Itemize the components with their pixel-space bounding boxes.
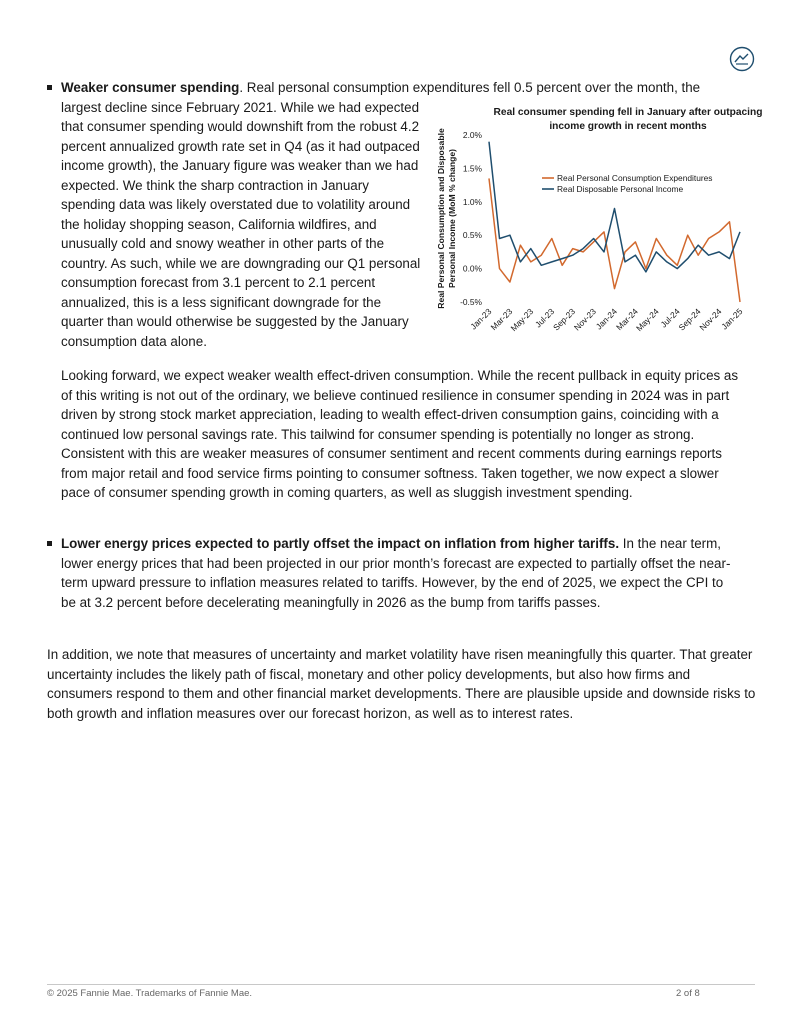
x-tick-label: Nov-23 [571,306,598,333]
x-tick-label: Jan-25 [719,306,745,332]
fannie-mae-logo-icon [729,46,755,72]
y-tick-label: 2.0% [462,130,482,140]
x-tick-label: Mar-23 [488,306,515,333]
bullet1-wrapped-text: largest decline since February 2021. While we had expected that consumer spending would downshift from the robust 4.2 percent annualized growth rate set in Q4 (as it had outpaced income growth), the January figure was weaker than we had expected. We think the sharp contraction in January spending data was likely overstated due to volatility around the holiday shopping season, California wildfires, and unusually cold and snowy weather in other parts of the country. As such, while we are downgrading our Q1 personal consumption forecast from 3.1 percent to 2.1 percent annualized, this is a less significant downgrade for the quarter than would otherwise be suggested by the January consumption data alone. [61,99,421,349]
bullet1-first-line [61,78,751,98]
x-tick-label: Jul-24 [658,306,682,330]
x-tick-label: Sep-23 [550,306,578,333]
y-tick-label: 1.0% [462,196,482,207]
x-tick-label: Jan-23 [468,306,494,332]
bullet2-heading: Lower energy prices expected to partly offset the impact on inflation from higher tariffs. [61,536,620,551]
y-tick-label: 0.5% [462,230,482,241]
chart-title: Real consumer spending fell in January after outpacing income growth in recent months [493,107,763,132]
footer-divider [47,984,755,985]
legend-label: Real Disposable Personal Income [557,184,684,194]
y-tick-label: 1.5% [462,163,482,174]
series-line-1 [489,178,740,302]
y-axis-label-line1: Real Personal Consumption and Disposable [436,128,446,309]
x-tick-label: Jul-23 [532,306,557,330]
x-tick-label: Nov-24 [697,306,724,333]
bullet2-paragraph [61,534,741,612]
y-tick-label: -0.5% [460,297,482,307]
x-tick-label: May-24 [633,306,661,334]
bullet1-heading: Weaker consumer spending [61,80,240,95]
y-tick-label: 0.0% [462,263,482,274]
bullet-marker [47,85,52,90]
x-tick-label: Jan-24 [593,306,619,332]
x-tick-label: Sep-24 [676,306,703,333]
footer-page-number: 2 of 8 [676,988,700,999]
bullet1-paragraph2: Looking forward, we expect weaker wealth effect-driven consumption. While the recent pullback in equity prices as of this writing is not out of the ordinary, we believe continued resilience in consumer spending in 2024 was in part driven by strong stock market appreciation, leading to wealth effect-driven consumption gains, coinciding with a continued low personal savings rate. This tailwind for consumer spending is potentially no longer as strong. Consistent with this are weaker measures of consumer sentiment and recent comments during earnings reports from major retail and food service firms pointing to consumer softness. Taken together, we now expect a slower pace of consumer spending growth in coming quarters, as well as sluggish investment spending. [61,368,739,500]
x-tick-label: May-23 [508,306,536,334]
x-tick-label: Mar-24 [613,306,640,333]
footer-copyright: © 2025 Fannie Mae. Trademarks of Fannie Mae. [47,988,253,999]
bullet-marker [47,541,52,546]
closing-paragraph: In addition, we note that measures of uncertainty and market volatility have risen meaningfully this quarter. That greater uncertainty includes the likely path of fiscal, monetary and other policy developments, but also how firms and consumers respond to them and other financial market developments. There are plausible upside and downside risks to both growth and inflation measures over our forecast horizon, as well as to interest rates. [47,647,756,721]
bullet2-text: In the near term, lower energy prices that had been projected in our prior month’s forecast are expected to partially offset the near-term upward pressure to inflation measures related to tariffs. However, by the end of 2025, we expect the CPI to be at 3.2 percent before decelerating meaningfully in 2026 as the bump from tariffs passes. [61,536,731,610]
line-chart [430,126,760,351]
series-line-2 [489,142,740,272]
legend-label: Real Personal Consumption Expenditures [557,173,713,183]
y-axis-label-line2: Personal Income (MoM % change) [447,149,457,288]
bullet1-first-line-text: . Real personal consumption expenditures fell 0.5 percent over the month, the [239,80,701,95]
